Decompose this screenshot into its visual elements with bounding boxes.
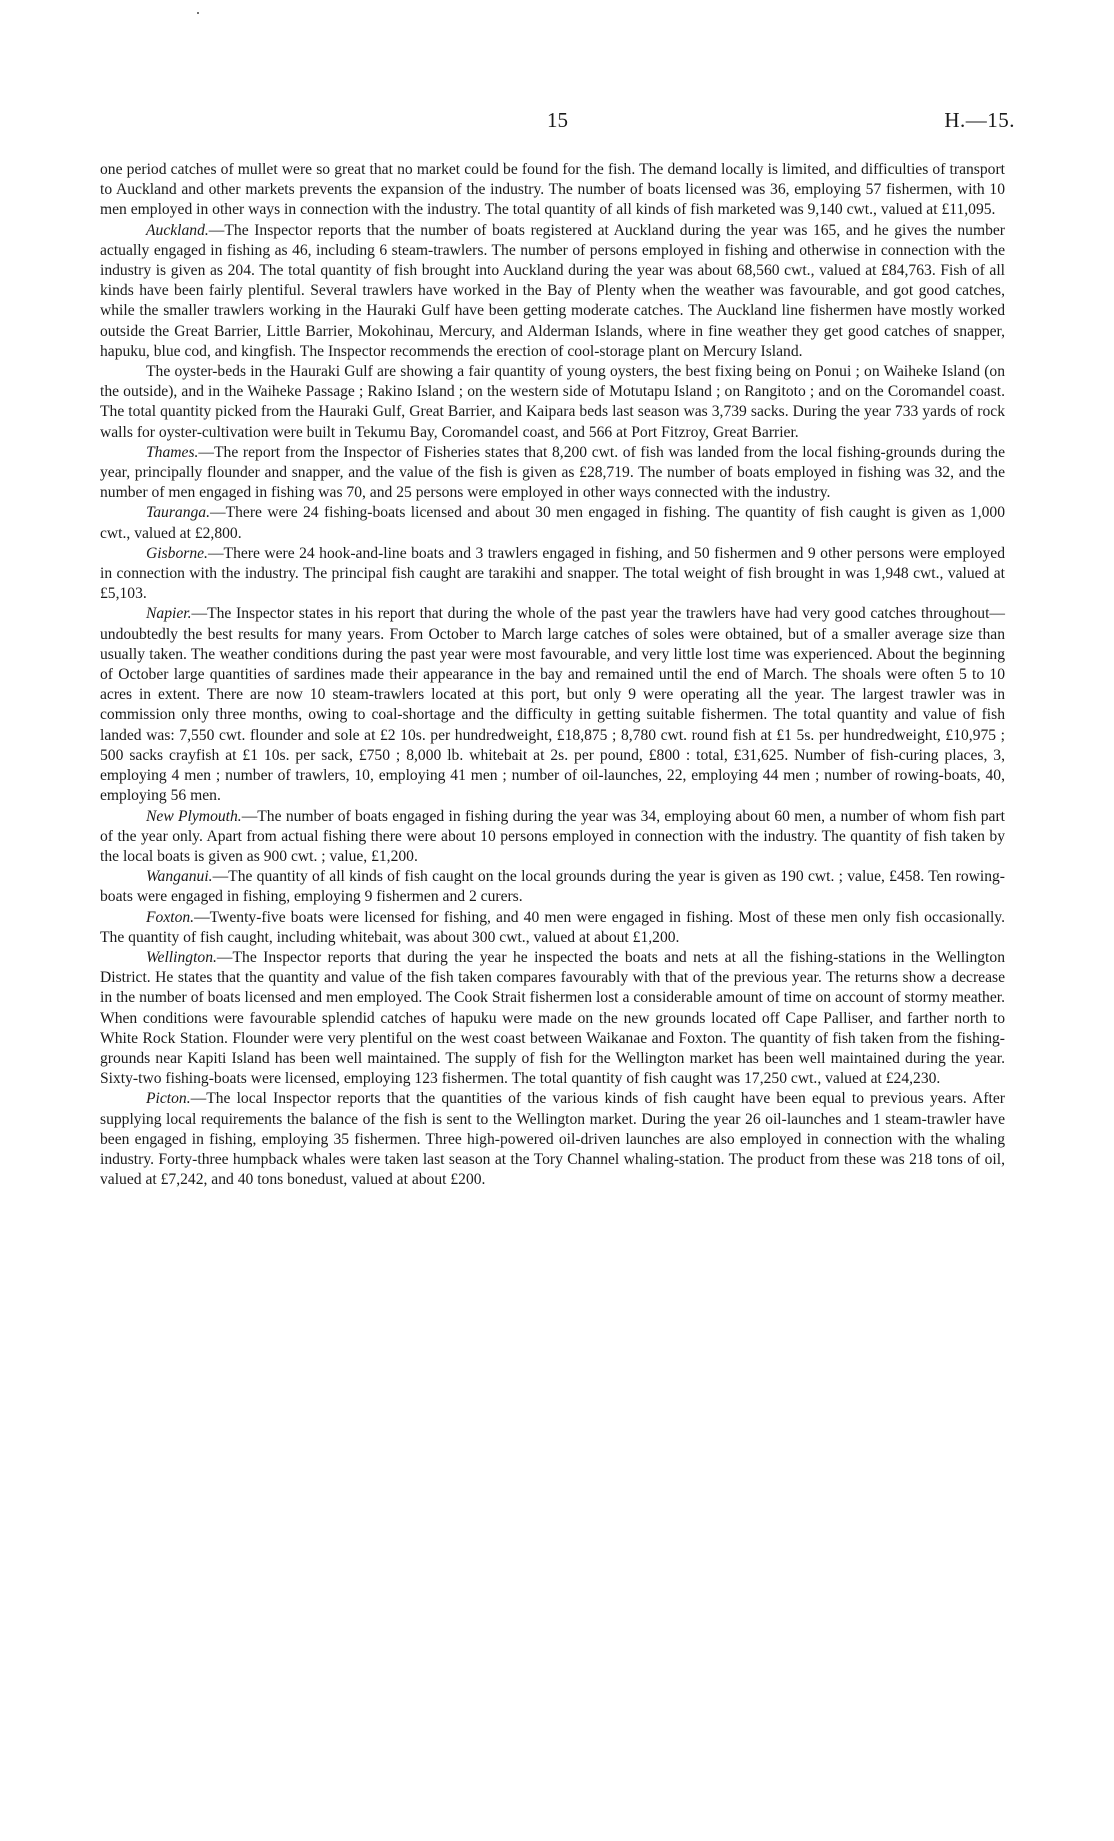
place-heading: Picton. [146,1090,191,1108]
paragraph-wellington [100,948,1005,1089]
place-heading: Auckland. [146,221,209,239]
paragraph-foxton [100,908,1005,948]
paragraph-text: —Twenty-five boats were licensed for fishing, and 40 men were engaged in fishing. Most of these men only fish occasionally. The quantity of fish caught, including whitebait, was about 300 cwt., valued at about £1,200. [100,908,1005,946]
paragraph-napier [100,604,1005,806]
scan-speck [197,12,199,14]
report-body [100,160,1005,1190]
paragraph-gisborne [100,544,1005,605]
paragraph-text: —The local Inspector reports that the quantities of the various kinds of fish caught have been equal to previous years. After supplying local requirements the balance of the fish is sent to the Wellington market. During the year 26 oil-launches and 1 steam-trawler have been engaged in fishing, employing 35 fishermen. Three high-powered oil-driven launches are also employed in connection with the whaling industry. Forty-three humpback whales were taken last season at the Tory Channel whaling-station. The product from these was 218 tons of oil, valued at £7,242, and 40 tons bonedust, valued at about £200. [100,1090,1005,1189]
paragraph-thames [100,443,1005,504]
place-heading: Foxton. [146,908,195,926]
paragraph-mullet [100,160,1005,221]
paragraph-wanganui [100,867,1005,907]
paragraph-text: —The Inspector reports that the number of boats registered at Auckland during the year was 165, and he gives the number actually engaged in fishing as 46, including 6 steam-trawlers. The number of persons employed in fishing and otherwise in connection with the industry is given as 204. The total quantity of fish brought into Auckland during the year was about 68,560 cwt., valued at £84,763. Fish of all kinds have been fairly plentiful. Several trawlers have worked in the Bay of Plenty when the weather was favourable, and got good catches, while the smaller trawlers working in the Hauraki Gulf have been getting moderate catches. The Auckland line fishermen have mostly worked outside the Great Barrier, Little Barrier, Mokohinau, Mercury, and Alderman Islands, where in fine weather they get good catches of snapper, hapuku, blue cod, and kingfish. The Inspector recommends the erection of cool-storage plant on Mercury Island. [100,221,1005,360]
place-heading: Thames. [146,443,199,461]
place-heading: Gisborne. [146,544,208,562]
paragraph-text: —The Inspector states in his report that during the whole of the past year the trawlers have had very good catches throughout—undoubtedly the best results for many years. From October to March large catches of soles were obtained, but of a smaller average size than usually taken. The weather conditions during the past year were most favourable, and very little lost time was experienced. About the beginning of October large quantities of sardines made their appearance in the bay and remained until the end of March. The shoals were often 5 to 10 acres in extent. There are now 10 steam-trawlers located at this port, but only 9 were operating all the year. The largest trawler was in commission only three months, owing to coal-shortage and the difficulty in getting suitable fishermen. The total quantity and value of fish landed was: 7,550 cwt. flounder and sole at £2 10s. per hundredweight, £18,875 ; 8,780 cwt. round fish at £1 5s. per hundredweight, £10,975 ; 500 sacks crayfish at £1 10s. per sack, £750 ; 8,000 lb. whitebait at 2s. per pound, £800 : total, £31,625. Number of fish-curing places, 3, employing 4 men ; number of trawlers, 10, employing 41 men ; number of oil-launches, 22, employing 44 men ; number of rowing-boats, 40, employing 56 men. [100,605,1005,805]
paragraph-text: The oyster-beds in the Hauraki Gulf are showing a fair quantity of young oysters, the best fixing being on Ponui ; on Waiheke Island (on the outside), and in the Waiheke Passage ; Rakino Island ; on the western side of Motutapu Island ; on Rangitoto ; and on the Coromandel coast. The total quantity picked from the Hauraki Gulf, Great Barrier, and Kaipara beds last season was 3,739 sacks. During the year 733 yards of rock walls for oyster-cultivation were built in Tekumu Bay, Coromandel coast, and 566 at Port Fitzroy, Great Barrier. [100,363,1005,441]
place-heading: Wanganui. [146,868,213,886]
paragraph-text: —There were 24 hook-and-line boats and 3 trawlers engaged in fishing, and 50 fishermen and 9 other persons were employed in connection with the industry. The principal fish caught are tarakihi and snapper. The total weight of fish brought in was 1,948 cwt., valued at £5,103. [100,544,1005,603]
place-heading: Wellington. [146,948,217,966]
paragraph-text: one period catches of mullet were so great that no market could be found for the fish. The demand locally is limited, and difficulties of transport to Auckland and other markets prevents the expansion of the industry. The number of boats licensed was 36, employing 57 fishermen, with 10 men employed in other ways in connection with the industry. The total quantity of all kinds of fish marketed was 9,140 cwt., valued at £11,095. [100,161,1005,219]
place-heading: New Plymouth. [146,807,242,825]
paragraph-text: —The number of boats engaged in fishing during the year was 34, employing about 60 men, a number of whom fish part of the year only. Apart from actual fishing there were about 10 persons employed in connection with the industry. The quantity of fish taken by the local boats is given as 900 cwt. ; value, £1,200. [100,807,1005,865]
paragraph-oyster-beds [100,362,1005,443]
paragraph-tauranga [100,503,1005,543]
paragraph-text: —The report from the Inspector of Fisheries states that 8,200 cwt. of fish was landed from the local fishing-grounds during the year, principally flounder and snapper, and the value of the fish is given as £28,719. The number of boats employed in fishing was 32, and the number of men engaged in fishing was 70, and 25 persons were employed in other ways connected with the industry. [100,443,1005,502]
document-reference: H.—15. [944,108,1015,132]
paragraph-picton [100,1089,1005,1190]
paragraph-text: —The Inspector reports that during the year he inspected the boats and nets at all the fishing-stations in the Wellington District. He states that the quantity and value of the fish taken compares favourably with that of the previous year. The returns show a decrease in the number of boats licensed and men employed. The Cook Strait fishermen lost a considerable amount of time on account of stormy meather. When conditions were favourable splendid catches of hapuku were made on the new grounds located off Cape Palliser, and farther north to White Rock Station. Flounder were very plentiful on the west coast between Waikanae and Foxton. The quantity of fish taken from the fishing-grounds near Kapiti Island has been well maintained. The supply of fish for the Wellington market has been well maintained during the year. Sixty-two fishing-boats were licensed, employing 123 fishermen. The total quantity of fish caught was 17,250 cwt., valued at £24,230. [100,948,1005,1088]
paragraph-auckland [100,221,1005,362]
paragraph-text: —There were 24 fishing-boats licensed and about 30 men engaged in fishing. The quantity of fish caught is given as 1,000 cwt., valued at £2,800. [100,504,1005,542]
page-header [100,108,1015,136]
page-number: 15 [547,108,568,132]
place-heading: Napier. [146,605,192,623]
paragraph-new-plymouth [100,807,1005,868]
paragraph-text: —The quantity of all kinds of fish caught on the local grounds during the year is given as 190 cwt. ; value, £458. Ten rowing-boats were engaged in fishing, employing 9 fishermen and 2 curers. [100,868,1005,906]
place-heading: Tauranga. [146,504,210,522]
